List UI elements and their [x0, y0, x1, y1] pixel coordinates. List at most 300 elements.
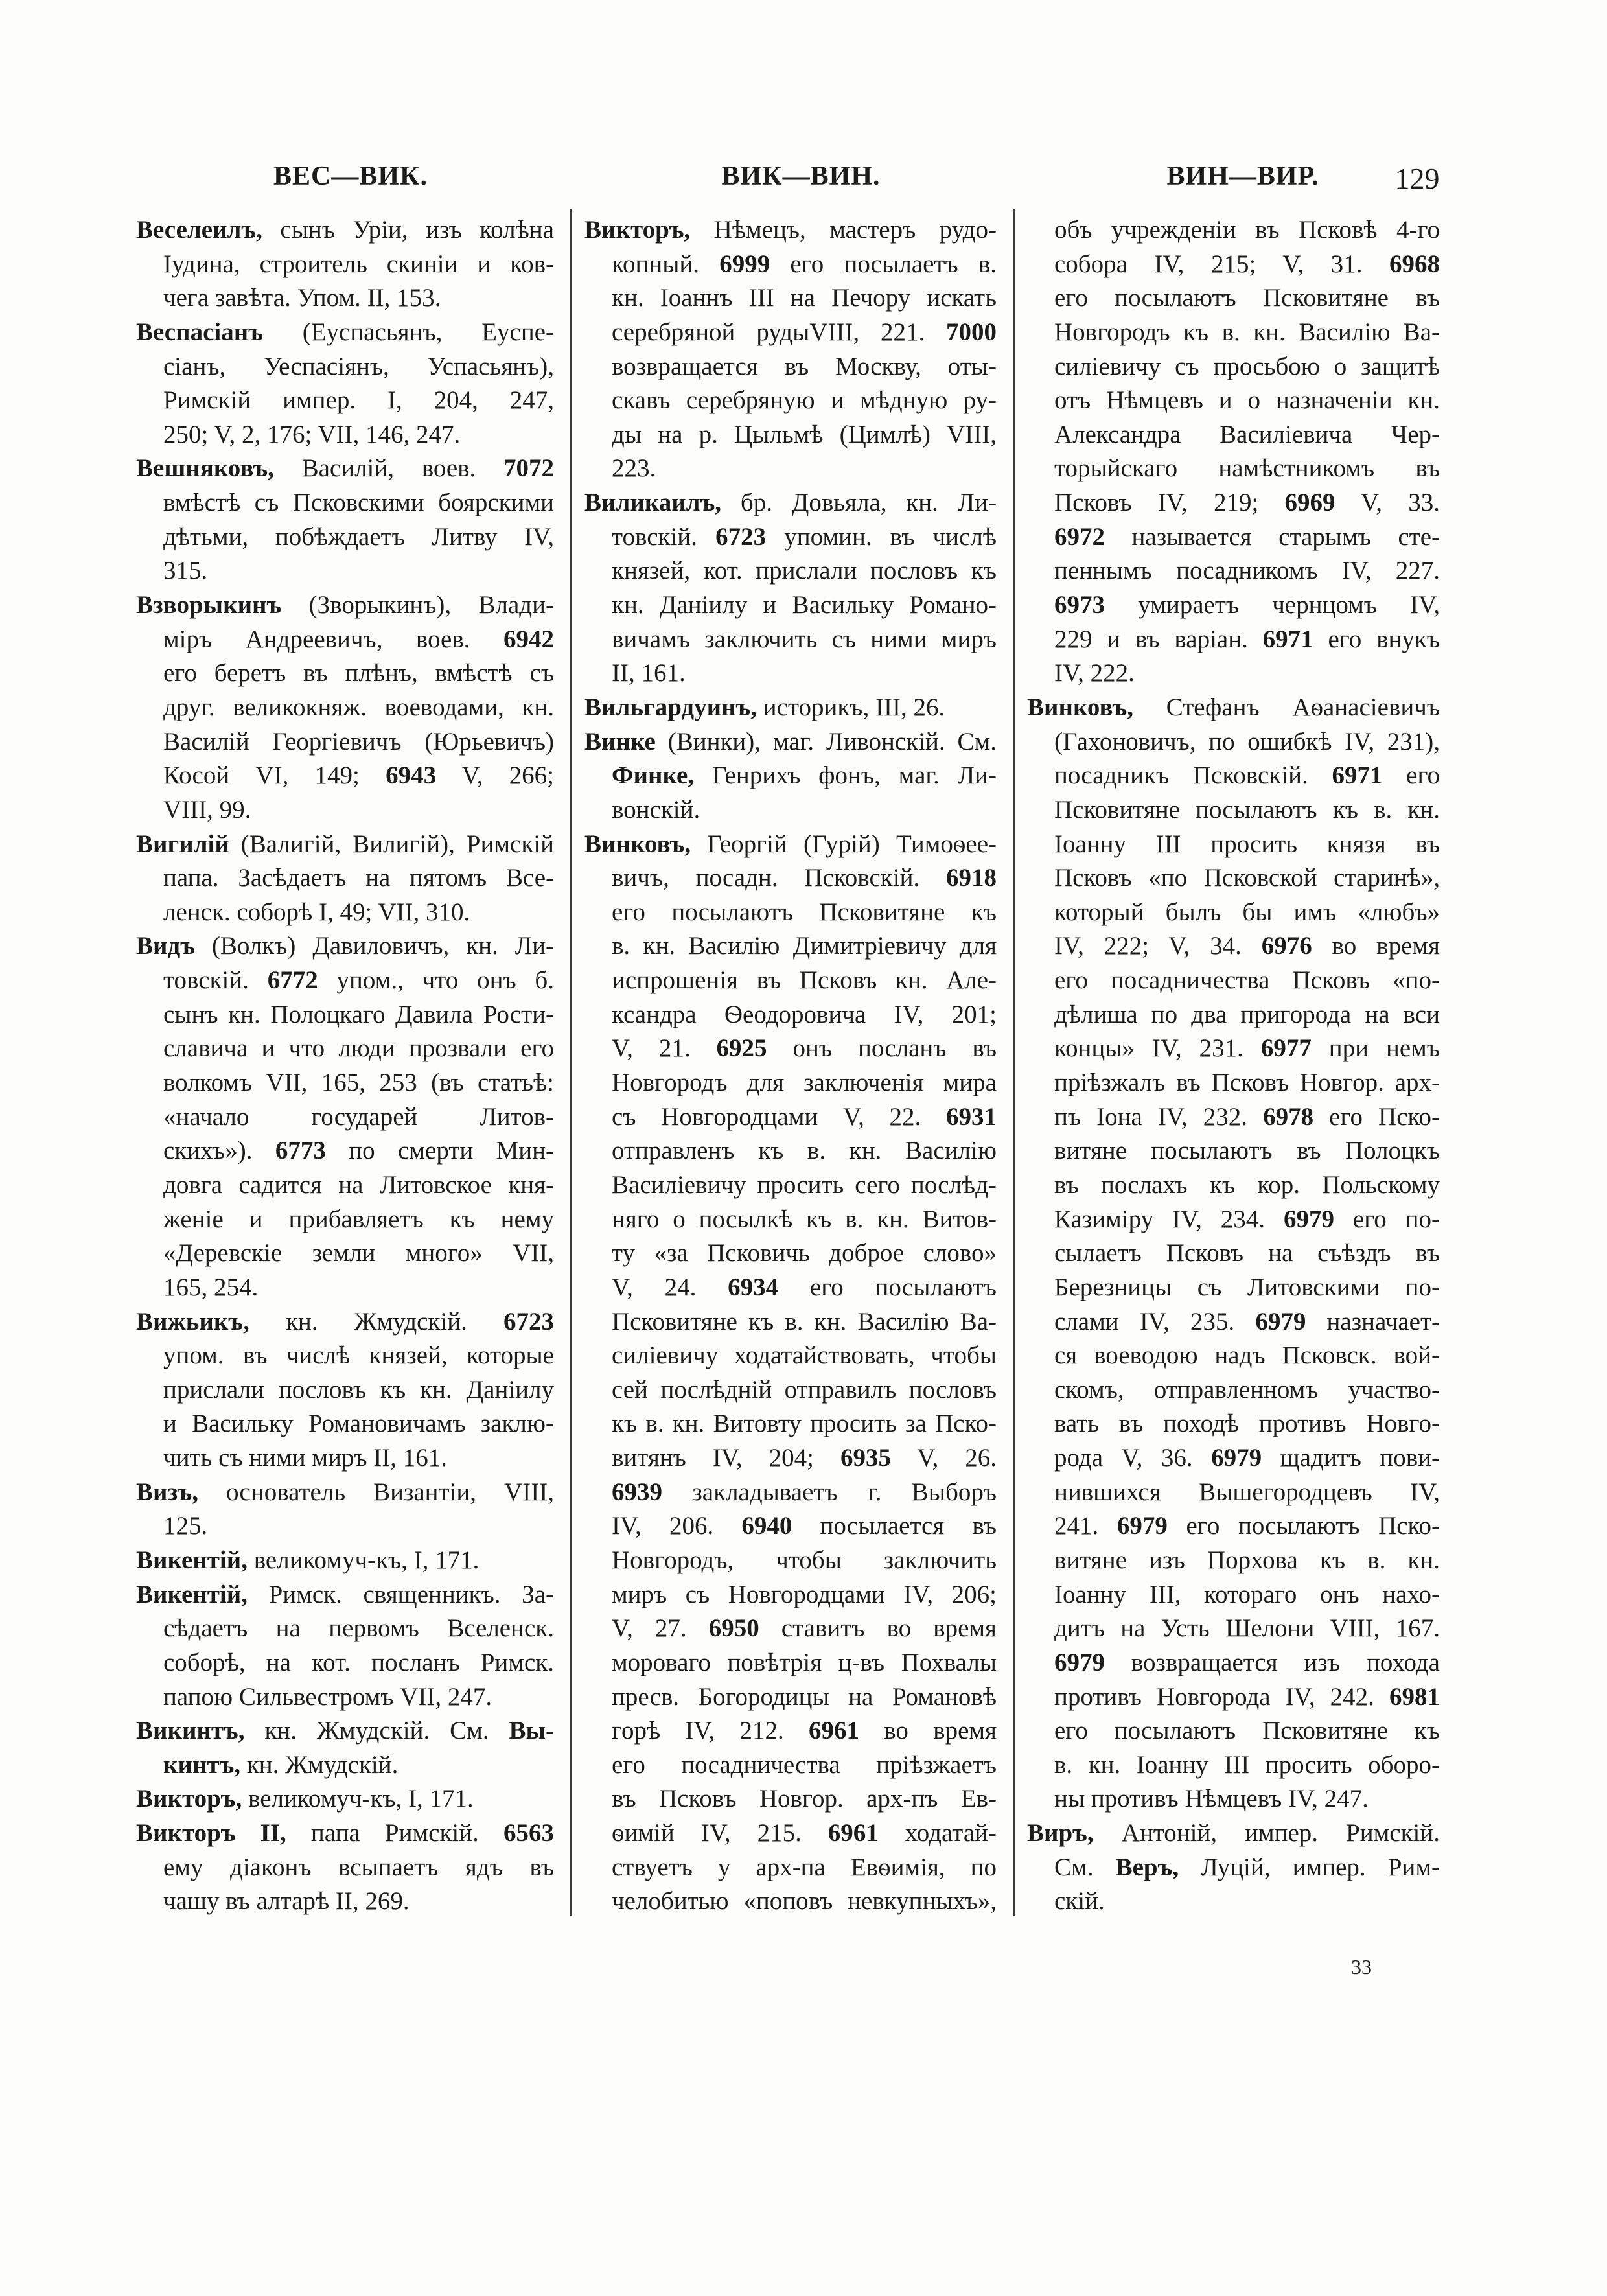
- text-run: объ учрежденіи въ Псковѣ 4-го: [1054, 216, 1440, 244]
- text-line: [1027, 725, 1440, 760]
- text-run: онъ посланъ въ: [767, 1034, 997, 1063]
- text-run: сіанъ, Уеспасіянъ, Успасьянъ),: [163, 352, 554, 380]
- index-entry: [584, 486, 997, 691]
- text-run: Георгій (Гурій) Тимоѳее-: [691, 829, 997, 858]
- text-run: отъ Нѣмцевъ и о назначеніи кн.: [1054, 386, 1440, 415]
- text-run: его Пско-: [1313, 1102, 1440, 1131]
- text-run: назначает-: [1306, 1307, 1440, 1336]
- text-line: [136, 1544, 554, 1578]
- headword: Викентій,: [136, 1580, 248, 1608]
- text-run: женіе и прибавляетъ къ нему: [163, 1205, 554, 1233]
- text-line: [136, 316, 554, 350]
- headword: Веспасіанъ: [136, 318, 263, 346]
- text-line: [1027, 1544, 1440, 1578]
- text-line: [136, 725, 554, 760]
- text-run: Псковъ «по Псковской старинѣ»,: [1054, 864, 1440, 892]
- text-run: кн. Даніилу и Васильку Романо-: [612, 591, 997, 620]
- headword: Винковъ,: [1027, 693, 1134, 721]
- text-line: [136, 1714, 554, 1748]
- text-line: [1027, 1476, 1440, 1510]
- text-run: Новгородъ, чтобы заключить: [612, 1546, 997, 1574]
- index-entry: [584, 213, 997, 486]
- text-run: V, 27.: [612, 1614, 709, 1643]
- text-run: упом., что онъ б.: [318, 966, 554, 995]
- text-run: силіевичу съ просьбою о защитѣ: [1054, 352, 1440, 380]
- text-line: [584, 861, 997, 896]
- text-run: в. кн. Іоанну III просить оборо-: [1054, 1750, 1440, 1779]
- year-number: 6935: [840, 1444, 892, 1472]
- text-line: [136, 998, 554, 1032]
- year-number: 6979: [1054, 1648, 1105, 1676]
- text-run: дѣтьми, побѣждаетъ Литву IV,: [163, 522, 554, 551]
- text-run: ту «за Псковичь доброе слово»: [612, 1239, 997, 1268]
- text-line: [584, 691, 997, 725]
- text-run: Псковитяне посылаютъ къ в. кн.: [1054, 795, 1440, 824]
- year-number: 6969: [1284, 489, 1335, 517]
- text-run: Казиміру IV, 234.: [1054, 1205, 1284, 1233]
- text-run: щадитъ пови-: [1262, 1444, 1440, 1472]
- text-line: [1027, 213, 1440, 248]
- text-line: [136, 759, 554, 793]
- text-line: [584, 1236, 997, 1271]
- text-line: [136, 1816, 554, 1851]
- text-line: [136, 1578, 554, 1612]
- text-run: посылается въ: [792, 1512, 997, 1540]
- text-run: довга садится на Литовское кня-: [163, 1170, 554, 1199]
- text-line: [584, 964, 997, 998]
- headword: Викторъ,: [584, 216, 691, 244]
- text-run: по смерти Мин-: [325, 1137, 554, 1165]
- headword: Викторъ II,: [136, 1819, 286, 1848]
- text-line: [1027, 452, 1440, 486]
- text-run: волкомъ VII, 165, 253 (въ статьѣ:: [163, 1069, 554, 1097]
- text-line: [1027, 623, 1440, 657]
- index-entry: [136, 1816, 554, 1919]
- text-line: [1027, 1782, 1440, 1816]
- text-line: [1027, 486, 1440, 520]
- text-line: [1027, 1032, 1440, 1066]
- text-line: [584, 1373, 997, 1408]
- text-run: скавъ серебряную и мѣдную ру-: [612, 386, 997, 415]
- text-run: мороваго повѣтрія ц-въ Похвалы: [612, 1648, 997, 1676]
- text-run: (Винки), маг. Ливонскій. См.: [655, 727, 997, 756]
- text-run: ему діаконъ всыпаетъ ядъ въ: [163, 1853, 554, 1881]
- index-entry: [584, 691, 997, 725]
- text-line: [1027, 1339, 1440, 1373]
- text-run: сынъ Уріи, изъ колѣна: [262, 216, 554, 244]
- text-line: [1027, 1407, 1440, 1441]
- text-run: его посылаютъ Псковитяне въ: [1054, 284, 1440, 312]
- text-line: [136, 1612, 554, 1646]
- year-number: 6968: [1389, 249, 1440, 278]
- headword: Веръ,: [1115, 1853, 1179, 1881]
- text-line: [136, 1134, 554, 1168]
- year-number: 6972: [1054, 522, 1105, 551]
- text-line: [136, 213, 554, 248]
- text-run: ставитъ во время: [759, 1614, 997, 1643]
- text-line: [136, 1407, 554, 1441]
- running-head-left: ВЕС—ВИК.: [273, 161, 428, 191]
- text-run: копный.: [612, 249, 720, 278]
- text-run: Псковъ IV, 219;: [1054, 489, 1285, 517]
- headword: Викинтъ,: [136, 1717, 245, 1745]
- headword: Вильгардуинъ,: [584, 693, 757, 721]
- text-line: [136, 1509, 554, 1544]
- index-column-2: [584, 213, 997, 1919]
- text-run: Псковитяне къ в. кн. Василію Ва-: [612, 1307, 997, 1336]
- text-line: [1027, 759, 1440, 793]
- text-run: къ в. кн. Витовту просить за Пско-: [612, 1409, 997, 1438]
- text-run: витяне посылаютъ въ Полоцкъ: [1054, 1137, 1440, 1165]
- text-line: [584, 1134, 997, 1168]
- text-line: [584, 1407, 997, 1441]
- text-run: называется старымъ сте-: [1105, 522, 1440, 551]
- headword: Видъ: [136, 932, 195, 960]
- text-line: [584, 656, 997, 691]
- text-line: [136, 1066, 554, 1100]
- text-line: [136, 281, 554, 316]
- text-line: [1027, 1816, 1440, 1851]
- text-line: [136, 1851, 554, 1885]
- year-number: 6971: [1262, 625, 1313, 653]
- year-number: 6723: [503, 1307, 554, 1336]
- headword: Виръ,: [1027, 1819, 1094, 1848]
- text-run: прислали пословъ къ кн. Даніилу: [163, 1375, 554, 1404]
- text-run: кн. Жмудскій.: [240, 1750, 399, 1779]
- headword: Взворыкинъ: [136, 591, 282, 620]
- text-run: его по-: [1334, 1205, 1440, 1233]
- text-line: [136, 1748, 554, 1783]
- text-line: [584, 418, 997, 452]
- year-number: 6939: [612, 1478, 662, 1506]
- text-line: [136, 1168, 554, 1203]
- text-run: славича и что люди прозвали его: [163, 1034, 554, 1063]
- year-number: 6979: [1255, 1307, 1306, 1336]
- text-run: отправленъ къ в. кн. Василію: [612, 1137, 997, 1165]
- text-line: [584, 281, 997, 316]
- index-entry: [136, 452, 554, 588]
- index-entry: [1027, 213, 1440, 691]
- headword: Финке,: [612, 761, 694, 790]
- text-run: «начало государей Литов-: [163, 1102, 554, 1131]
- text-line: [1027, 1612, 1440, 1646]
- text-line: [1027, 1134, 1440, 1168]
- text-run: Новгородъ къ в. кн. Василію Ва-: [1054, 318, 1440, 346]
- text-line: [1027, 384, 1440, 418]
- text-line: [1027, 1748, 1440, 1783]
- running-head-right: ВИН—ВИР.: [1166, 161, 1319, 191]
- text-line: [136, 861, 554, 896]
- text-run: V, 26.: [891, 1444, 997, 1472]
- text-line: [1027, 1236, 1440, 1271]
- text-line: [584, 1305, 997, 1339]
- text-line: [136, 350, 554, 384]
- column-rule: [1013, 209, 1015, 1916]
- index-entry: [136, 828, 554, 930]
- text-line: [584, 1816, 997, 1851]
- text-line: [136, 1680, 554, 1715]
- text-run: слами IV, 235.: [1054, 1307, 1256, 1336]
- text-line: [584, 759, 997, 793]
- year-number: 6978: [1263, 1102, 1314, 1131]
- text-line: [136, 1646, 554, 1680]
- text-run: міръ Андреевичъ, воев.: [163, 625, 503, 653]
- text-run: папою Сильвестромъ VII, 247.: [163, 1682, 492, 1711]
- text-line: [136, 520, 554, 555]
- text-line: [136, 588, 554, 623]
- headword: Викентій,: [136, 1546, 248, 1574]
- text-run: его посылаютъ Пско-: [1167, 1512, 1440, 1540]
- text-run: «Деревскіе земли много» VII,: [163, 1239, 554, 1268]
- headword: Вы-: [509, 1717, 554, 1745]
- text-line: [1027, 964, 1440, 998]
- text-run: 250; V, 2, 176; VII, 146, 247.: [163, 420, 461, 448]
- text-run: Антоній, импер. Римскій.: [1093, 1819, 1440, 1848]
- text-run: его посылаютъ Псковитяне къ: [1054, 1717, 1440, 1745]
- text-run: товскій.: [163, 966, 268, 995]
- text-line: [1027, 1714, 1440, 1748]
- text-line: [1027, 1271, 1440, 1305]
- text-run: его беретъ въ плѣнъ, вмѣстѣ съ: [163, 659, 554, 688]
- text-line: [136, 964, 554, 998]
- text-run: Василіевичу просить сего послѣд-: [612, 1170, 997, 1199]
- text-run: вмѣстѣ съ Псковскими боярскими: [163, 489, 554, 517]
- text-run: витянъ IV, 204;: [612, 1444, 841, 1472]
- year-number: 6934: [728, 1273, 779, 1301]
- text-run: скихъ»).: [163, 1137, 275, 1165]
- text-run: Стефанъ Аѳанасіевичъ: [1133, 693, 1440, 721]
- index-entry: [136, 316, 554, 452]
- text-line: [136, 1373, 554, 1408]
- text-run: историкъ, III, 26.: [757, 693, 945, 721]
- text-run: няго о посылкѣ къ в. кн. Витов-: [612, 1205, 997, 1233]
- text-line: [136, 1203, 554, 1237]
- text-run: кн. Жмудскій. См.: [244, 1717, 509, 1745]
- text-line: [1027, 1646, 1440, 1680]
- index-entry: [136, 1544, 554, 1578]
- text-line: [584, 350, 997, 384]
- text-line: [136, 1884, 554, 1919]
- text-run: ся воеводою надъ Псковск. вой-: [1054, 1341, 1440, 1370]
- index-column-1: [136, 213, 554, 1919]
- text-run: противъ Новгорода IV, 242.: [1054, 1682, 1389, 1711]
- text-run: сылаетъ Псковъ на съѣздъ въ: [1054, 1239, 1440, 1268]
- text-line: [136, 1476, 554, 1510]
- headword: Викторъ,: [136, 1785, 242, 1813]
- text-line: [584, 588, 997, 623]
- text-run: витяне изъ Порхова къ в. кн.: [1054, 1546, 1440, 1574]
- text-line: [1027, 1373, 1440, 1408]
- headword: кинтъ,: [163, 1750, 241, 1779]
- text-line: [584, 623, 997, 657]
- text-run: великомуч-къ, I, 171.: [242, 1785, 474, 1813]
- text-line: [136, 623, 554, 657]
- text-run: миръ съ Новгородцами IV, 206;: [612, 1580, 997, 1608]
- text-line: [584, 1203, 997, 1237]
- text-line: [584, 316, 997, 350]
- index-entry: [136, 1476, 554, 1544]
- headword: Винковъ,: [584, 829, 691, 858]
- text-run: См.: [1054, 1853, 1116, 1881]
- text-line: [136, 486, 554, 520]
- text-line: [136, 793, 554, 828]
- text-line: [584, 1748, 997, 1783]
- text-run: (Еуспасьянъ, Еуспе-: [262, 318, 554, 346]
- text-run: ды на р. Цыльмѣ (Цимлѣ) VIII,: [612, 420, 997, 448]
- text-run: Римскій импер. I, 204, 247,: [163, 386, 554, 415]
- text-line: [1027, 828, 1440, 862]
- text-run: IV, 222; V, 34.: [1054, 932, 1262, 960]
- text-run: который былъ бы имъ «любъ»: [1054, 898, 1440, 926]
- text-run: VIII, 99.: [163, 795, 251, 824]
- text-line: [584, 1339, 997, 1373]
- index-entry: [1027, 1816, 1440, 1919]
- text-line: [584, 1066, 997, 1100]
- year-number: 6931: [946, 1102, 997, 1131]
- text-run: 241.: [1054, 1512, 1117, 1540]
- text-run: IV, 206.: [612, 1512, 742, 1540]
- year-number: 6961: [809, 1717, 860, 1745]
- text-line: [136, 384, 554, 418]
- text-line: [584, 1782, 997, 1816]
- year-number: 6772: [267, 966, 318, 995]
- text-line: [1027, 588, 1440, 623]
- text-run: его посадничества пріѣзжаетъ: [612, 1750, 997, 1779]
- text-line: [136, 418, 554, 452]
- text-run: ленск. соборѣ I, 49; VII, 310.: [163, 898, 470, 926]
- text-run: съ Новгородцами V, 22.: [612, 1102, 946, 1131]
- text-run: V, 21.: [612, 1034, 717, 1063]
- text-line: [584, 1646, 997, 1680]
- text-run: его посылаютъ: [778, 1273, 997, 1301]
- text-line: [136, 1236, 554, 1271]
- headword: Вижьикъ,: [136, 1307, 249, 1336]
- year-number: 6918: [946, 864, 997, 892]
- year-number: 6976: [1261, 932, 1312, 960]
- text-line: [1027, 793, 1440, 828]
- text-run: Новгородъ для заключенія мира: [612, 1069, 997, 1097]
- text-run: 125.: [163, 1512, 208, 1540]
- text-line: [136, 929, 554, 964]
- text-run: Василій Георгіевичъ (Юрьевичъ): [163, 727, 554, 756]
- text-line: [1027, 418, 1440, 452]
- text-run: дѣлиша по два пригорода на вси: [1054, 1000, 1440, 1028]
- text-line: [136, 1441, 554, 1476]
- text-line: [1027, 554, 1440, 588]
- text-line: [584, 452, 997, 486]
- text-run: серебряной рудыVIII, 221.: [612, 318, 946, 346]
- index-entry: [584, 828, 997, 1919]
- text-run: чить съ ними миръ II, 161.: [163, 1444, 448, 1472]
- text-line: [584, 1168, 997, 1203]
- text-line: [1027, 1680, 1440, 1715]
- year-number: 6723: [715, 522, 767, 551]
- text-run: V, 33.: [1335, 489, 1440, 517]
- text-run: 315.: [163, 557, 208, 585]
- text-line: [1027, 1578, 1440, 1612]
- year-number: 6979: [1283, 1205, 1334, 1233]
- year-number: 6981: [1389, 1682, 1440, 1711]
- text-line: [1027, 1851, 1440, 1885]
- text-run: папа. Засѣдаетъ на пятомъ Все-: [163, 864, 554, 892]
- year-number: 6925: [716, 1034, 767, 1063]
- index-entry: [136, 1782, 554, 1816]
- text-line: [1027, 316, 1440, 350]
- text-run: во время: [859, 1717, 997, 1745]
- text-run: сынъ кн. Полоцкаго Давила Рости-: [163, 1000, 554, 1028]
- text-run: (Гахоновичъ, по ошибкѣ IV, 231),: [1054, 727, 1440, 756]
- text-line: [136, 1271, 554, 1305]
- year-number: 6943: [386, 761, 437, 790]
- text-run: скій.: [1054, 1887, 1105, 1916]
- text-line: [1027, 998, 1440, 1032]
- text-line: [584, 486, 997, 520]
- text-run: чега завѣта. Упом. II, 153.: [163, 284, 441, 312]
- text-run: торыйскаго намѣстникомъ въ: [1054, 454, 1440, 483]
- headword: Визъ,: [136, 1478, 198, 1506]
- text-run: его посылаетъ в.: [770, 249, 997, 278]
- text-run: его посадничества Псковъ «по-: [1054, 966, 1440, 995]
- text-run: вичамъ заключить съ ними миръ: [612, 625, 997, 653]
- text-run: друг. великокняж. воеводами, кн.: [163, 693, 554, 721]
- text-run: его посылаютъ Псковитяне къ: [612, 898, 997, 926]
- text-run: Іоанну III, котораго онъ нахо-: [1054, 1580, 1440, 1608]
- text-line: [136, 1339, 554, 1373]
- text-line: [584, 1851, 997, 1885]
- year-number: 6563: [503, 1819, 554, 1848]
- text-run: (Волкъ) Давиловичъ, кн. Ли-: [194, 932, 554, 960]
- text-run: Нѣмецъ, мастеръ рудо-: [690, 216, 997, 244]
- year-number: 6773: [275, 1137, 326, 1165]
- text-run: вонскій.: [612, 795, 700, 824]
- page-number: 129: [1394, 162, 1440, 195]
- text-line: [584, 1100, 997, 1135]
- headword: Веселеилъ,: [136, 216, 262, 244]
- text-run: (Валигій, Вилигій), Римскій: [229, 829, 554, 858]
- text-run: 165, 254.: [163, 1273, 259, 1301]
- headword: Вигилій: [136, 829, 229, 858]
- text-run: пъ Іона IV, 232.: [1054, 1102, 1264, 1131]
- text-run: сей послѣдній отправилъ пословъ: [612, 1375, 997, 1404]
- text-line: [1027, 281, 1440, 316]
- index-entry: [136, 1714, 554, 1782]
- year-number: 6961: [827, 1819, 879, 1848]
- text-run: V, 24.: [612, 1273, 728, 1301]
- text-run: ны противъ Нѣмцевъ IV, 247.: [1054, 1785, 1369, 1813]
- text-run: въ Псковъ Новгор. арх-пъ Ев-: [612, 1785, 997, 1813]
- text-run: Косой VI, 149;: [163, 761, 386, 790]
- text-line: [584, 1714, 997, 1748]
- headword: Вешняковъ,: [136, 454, 274, 483]
- text-line: [136, 1032, 554, 1066]
- text-run: въ послахъ къ кор. Польскому: [1054, 1170, 1440, 1199]
- text-run: (Зворыкинъ), Влади-: [281, 591, 554, 620]
- text-line: [584, 1884, 997, 1919]
- text-run: основатель Византіи, VIII,: [198, 1478, 554, 1506]
- year-number: 6979: [1116, 1512, 1168, 1540]
- text-line: [584, 248, 997, 282]
- text-run: возвращается въ Москву, оты-: [612, 352, 997, 380]
- text-run: Генрихъ фонъ, маг. Ли-: [694, 761, 997, 790]
- year-number: 6950: [708, 1614, 759, 1643]
- index-entry: [136, 1305, 554, 1476]
- text-line: [584, 1032, 997, 1066]
- text-run: кн. Жмудскій.: [249, 1307, 503, 1336]
- text-run: дитъ на Усть Шелони VIII, 167.: [1054, 1614, 1440, 1643]
- year-number: 6973: [1054, 591, 1105, 620]
- text-run: рода V, 36.: [1054, 1444, 1212, 1472]
- text-run: Римск. священникъ. За-: [247, 1580, 554, 1608]
